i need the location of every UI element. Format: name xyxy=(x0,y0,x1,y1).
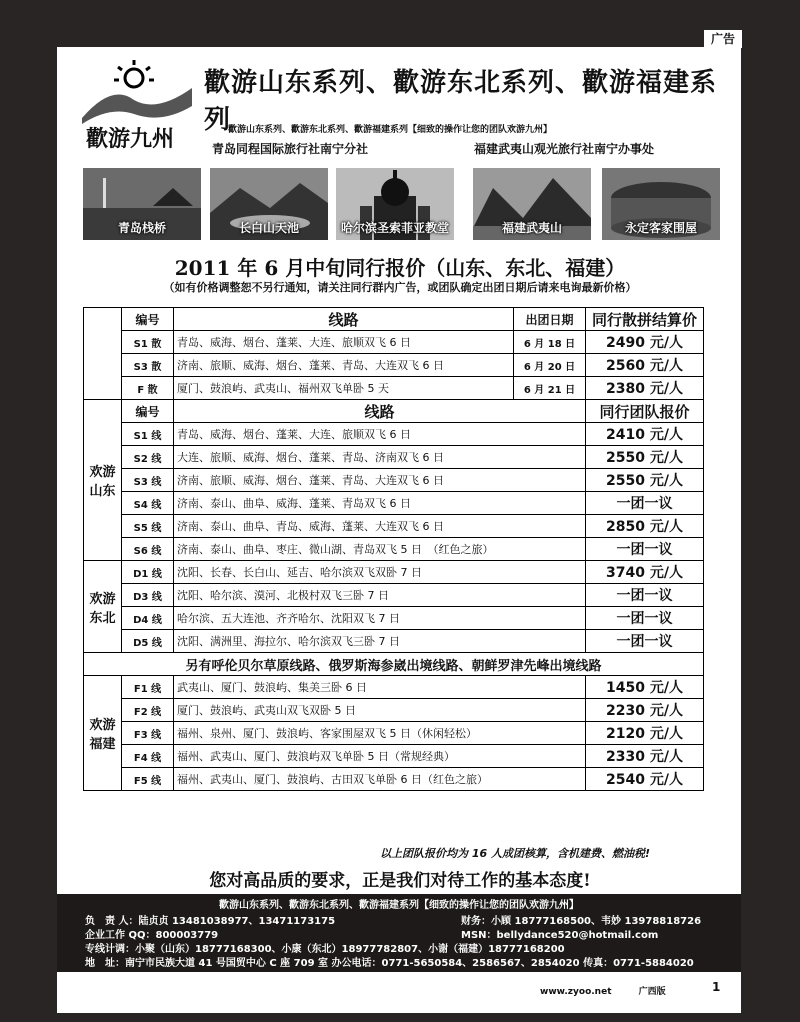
contact-address: 地 址：南宁市民族大道 41 号国贸中心 C 座 709 室 办公电话：0771-5650584、2586567、2854020 传真：0771-5884020 xyxy=(85,958,694,969)
route-desc: 青岛、威海、烟台、蓬莱、大连、旅顺双飞 6 日 xyxy=(174,423,586,446)
site-footer xyxy=(540,984,666,997)
price-heading: 2011 年 6 月中旬同行报价（山东、东北、福建） xyxy=(174,256,626,280)
route-code: F2 线 xyxy=(122,699,174,722)
route-desc: 沈阳、满洲里、海拉尔、哈尔滨双飞三卧 7 日 xyxy=(174,630,586,653)
route-price: 一团一议 xyxy=(586,492,704,515)
photo-changbaishan xyxy=(210,168,328,240)
ad-tag: 广告 xyxy=(704,30,742,48)
logo-text: 歡游九州 xyxy=(86,126,175,152)
route-date: 6 月 21 日 xyxy=(514,377,586,400)
table-header-row xyxy=(84,400,704,423)
photo-strip xyxy=(83,168,743,242)
table-row xyxy=(84,423,704,446)
route-code: S1 线 xyxy=(122,423,174,446)
brand-edition: 广西版 xyxy=(638,987,666,997)
route-code: S2 线 xyxy=(122,446,174,469)
slogan: 您对高品质的要求，正是我们对待工作的基本态度! xyxy=(209,871,591,891)
route-desc: 福州、武夷山、厦门、鼓浪屿双飞单卧 5 日（常规经典） xyxy=(174,745,586,768)
table-row xyxy=(84,607,704,630)
route-desc: 沈阳、长春、长白山、延吉、哈尔滨双飞双卧 7 日 xyxy=(174,561,586,584)
route-code: S4 线 xyxy=(122,492,174,515)
header-subline: 歡游山东系列、歡游东北系列、歡游福建系列【细致的操作让您的团队欢游九州】 xyxy=(228,125,553,135)
route-price: 2410 元/人 xyxy=(586,423,704,446)
route-desc: 青岛、威海、烟台、蓬莱、大连、旅顺双飞 6 日 xyxy=(174,331,514,354)
table-row xyxy=(84,377,704,400)
route-price: 1450 元/人 xyxy=(586,676,704,699)
photo-caption: 福建武夷山 xyxy=(501,221,562,235)
route-desc: 福州、武夷山、厦门、鼓浪屿、古田双飞单卧 6 日（红色之旅） xyxy=(174,768,586,791)
table-header-row xyxy=(84,308,704,331)
price-table xyxy=(83,307,704,791)
route-date: 6 月 18 日 xyxy=(514,331,586,354)
table-row xyxy=(84,446,704,469)
agency-right: 福建武夷山观光旅行社南宁办事处 xyxy=(474,142,655,156)
table-row xyxy=(84,331,704,354)
route-desc: 济南、旅顺、威海、烟台、蓬莱、青岛、大连双飞 6 日 xyxy=(174,469,586,492)
price-note: （如有价格调整恕不另行通知，请关注同行群内广告，或团队确定出团日期后请来电询最新价格） xyxy=(163,281,637,294)
route-code: F1 线 xyxy=(122,676,174,699)
route-price: 一团一议 xyxy=(586,630,704,653)
route-code: S5 线 xyxy=(122,515,174,538)
table-row xyxy=(84,699,704,722)
table-row xyxy=(84,722,704,745)
table-row xyxy=(84,584,704,607)
route-price: 2490 元/人 xyxy=(586,331,704,354)
route-code: F5 线 xyxy=(122,768,174,791)
route-price: 2120 元/人 xyxy=(586,722,704,745)
photo-caption: 长白山天池 xyxy=(238,221,299,235)
col-route-header: 线路 xyxy=(174,400,586,423)
table-row xyxy=(84,745,704,768)
table-row xyxy=(84,630,704,653)
group-fujian: 欢游福建 xyxy=(84,676,122,791)
header xyxy=(64,56,740,160)
photo-harbin-church xyxy=(336,168,454,240)
table-row xyxy=(84,492,704,515)
col-code-header: 编号 xyxy=(122,400,174,423)
table-row xyxy=(84,768,704,791)
route-code: D4 线 xyxy=(122,607,174,630)
table-row xyxy=(84,515,704,538)
route-desc: 济南、泰山、曲阜、威海、蓬莱、青岛双飞 6 日 xyxy=(174,492,586,515)
route-desc: 济南、泰山、曲阜、青岛、威海、蓬莱、大连双飞 6 日 xyxy=(174,515,586,538)
col-date-header: 出团日期 xyxy=(514,308,586,331)
table-row xyxy=(84,561,704,584)
table-row xyxy=(84,676,704,699)
route-price: 2560 元/人 xyxy=(586,354,704,377)
route-price: 2550 元/人 xyxy=(586,469,704,492)
route-code: S3 散 xyxy=(122,354,174,377)
contact-qq: 企业工作 QQ：800003779 xyxy=(85,930,219,941)
route-desc: 济南、泰山、曲阜、枣庄、微山湖、青岛双飞 5 日 （红色之旅） xyxy=(174,538,586,561)
extra-routes: 另有呼伦贝尔草原线路、俄罗斯海参崴出境线路、朝鲜罗津先峰出境线路 xyxy=(84,653,704,676)
table-row xyxy=(84,354,704,377)
route-price: 一团一议 xyxy=(586,538,704,561)
table-row xyxy=(84,469,704,492)
photo-caption: 哈尔滨圣索菲亚教堂 xyxy=(340,221,449,235)
col-route-header: 线路 xyxy=(174,308,514,331)
route-date: 6 月 20 日 xyxy=(514,354,586,377)
photo-caption: 青岛栈桥 xyxy=(117,221,166,235)
col-code-header: 编号 xyxy=(122,308,174,331)
col-price-header: 同行团队报价 xyxy=(586,400,704,423)
page-number: 1 xyxy=(712,980,721,994)
route-desc: 福州、泉州、厦门、鼓浪屿、客家围屋双飞 5 日（休闲轻松） xyxy=(174,722,586,745)
group-dongbei: 欢游东北 xyxy=(84,561,122,653)
route-price: 2550 元/人 xyxy=(586,446,704,469)
route-desc: 沈阳、哈尔滨、漠河、北极村双飞三卧 7 日 xyxy=(174,584,586,607)
route-price: 2330 元/人 xyxy=(586,745,704,768)
agency-left: 青岛同程国际旅行社南宁分社 xyxy=(212,142,369,156)
blank-cell xyxy=(84,308,122,400)
route-code: D5 线 xyxy=(122,630,174,653)
table-row xyxy=(84,538,704,561)
route-desc: 济南、旅顺、威海、烟台、蓬莱、青岛、大连双飞 6 日 xyxy=(174,354,514,377)
route-price: 一团一议 xyxy=(586,607,704,630)
photo-wuyishan xyxy=(473,168,591,240)
extra-routes-row xyxy=(84,653,704,676)
route-code: S3 线 xyxy=(122,469,174,492)
route-desc: 厦门、鼓浪屿、武夷山双飞双卧 5 日 xyxy=(174,699,586,722)
route-desc: 大连、旅顺、威海、烟台、蓬莱、青岛、济南双飞 6 日 xyxy=(174,446,586,469)
route-code: S1 散 xyxy=(122,331,174,354)
route-code: F4 线 xyxy=(122,745,174,768)
route-code: S6 线 xyxy=(122,538,174,561)
route-code: D3 线 xyxy=(122,584,174,607)
photo-tulou xyxy=(602,168,720,240)
route-desc: 厦门、鼓浪屿、武夷山、福州双飞单卧 5 天 xyxy=(174,377,514,400)
group-shandong: 欢游山东 xyxy=(84,400,122,561)
col-price-header: 同行散拼结算价 xyxy=(586,308,704,331)
photo-caption: 永定客家围屋 xyxy=(624,221,697,235)
site-url: www.zyoo.net xyxy=(540,987,612,997)
route-price: 2540 元/人 xyxy=(586,768,704,791)
route-desc: 哈尔滨、五大连池、齐齐哈尔、沈阳双飞 7 日 xyxy=(174,607,586,630)
route-code: D1 线 xyxy=(122,561,174,584)
page-title: 歡游山东系列、歡游东北系列、歡游福建系列 xyxy=(204,68,718,135)
contact-finance: 财务：小顾 18777168500、韦妙 13978818726 xyxy=(461,916,702,927)
route-price: 3740 元/人 xyxy=(586,561,704,584)
contact-panel xyxy=(57,894,741,972)
route-price: 一团一议 xyxy=(586,584,704,607)
photo-qingdao xyxy=(83,168,201,240)
route-price: 2230 元/人 xyxy=(586,699,704,722)
price-footnote: 以上团队报价均为 16 人成团核算，含机建费、燃油税! xyxy=(380,847,650,860)
contact-heading: 歡游山东系列、歡游东北系列、歡游福建系列【细致的操作让您的团队欢游九州】 xyxy=(219,900,579,911)
route-code: F3 线 xyxy=(122,722,174,745)
contact-msn: MSN：bellydance520@hotmail.com xyxy=(461,930,659,941)
contact-manager: 负 责 人：陆贞贞 13481038977、13471173175 xyxy=(85,916,336,927)
route-price: 2380 元/人 xyxy=(586,377,704,400)
route-desc: 武夷山、厦门、鼓浪屿、集美三卧 6 日 xyxy=(174,676,586,699)
route-code: F 散 xyxy=(122,377,174,400)
route-price: 2850 元/人 xyxy=(586,515,704,538)
contact-lines: 专线计调：小聚（山东）18777168300、小康（东北）18977782807、小谢（福建）18777168200 xyxy=(85,944,565,955)
